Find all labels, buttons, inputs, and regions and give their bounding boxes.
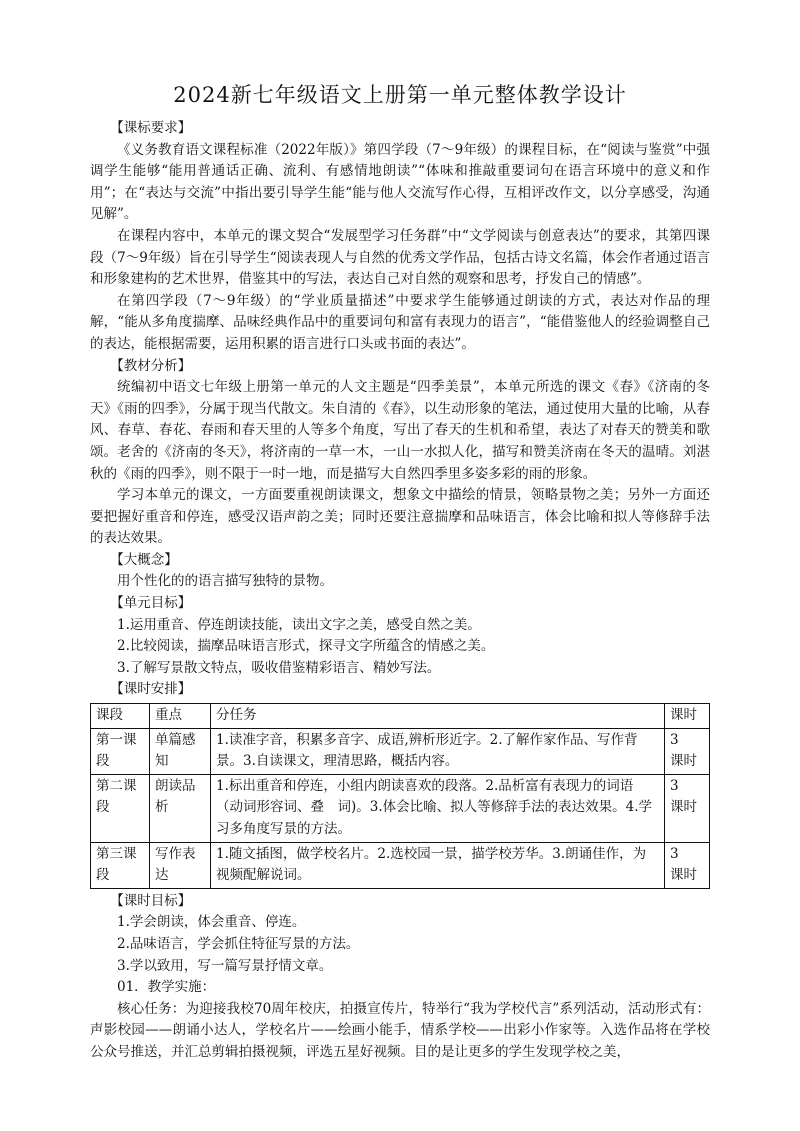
list-item: 1.运用重音、停连朗读技能，读出文字之美，感受自然之美。 [117,616,481,633]
paragraph: 用个性化的的语言描写独特的景物。 [117,573,333,590]
paragraph: 在第四学段（7～9年级）的“学业质量描述”中要求学生能够通过朗读的方式，表达对作品的理解，“能从多角度揣摩、品味经典作品中的重要词句和富有表现力的语言”，“能借鉴他人的经验调整自己的表达，能根据需要，运用积累的语言进行口头或书面的表达”。 [90,292,710,352]
table-cell: 第二课段 [91,774,150,842]
table-cell: 1.标出重音和停连，小组内朗读喜欢的段落。2.品析富有表现力的词语（动词形容词、叠 词)。3.体会比喻、拟人等修辞手法的表达效果。4.学习多角度写景的方法。 [211,774,665,842]
table-cell: 1.读准字音，积累多音字、成语,辨析形近字。2.了解作家作品、写作背景。3.自读课文，理清思路，概括内容。 [211,728,665,774]
paragraph: 统编初中语文七年级上册第一单元的人文主题是“四季美景”，本单元所选的课文《春》《济南的冬天》《雨的四季》，分属于现当代散文。朱自清的《春》，以生动形象的笔法，通过使用大量的比喻，从春风、春草、春花、春雨和春天里的人等多个角度，写出了春天的生机和希望，表达了对春天的赞美和歌颂。老舍的《济南的冬天》，将济南的一草一木，一山一水拟人化，描写和赞美济南在冬天的温晴。刘湛秋的《雨的四季》，则不限于一时一地，而是描写大自然四季里多姿多彩的雨的形象。 [90,379,710,482]
table-header-row [91,704,710,729]
list-item: 2.品味语言，学会抓住特征写景的方法。 [117,935,360,952]
table-cell: 单篇感知 [150,728,211,774]
document-page [90,80,710,1064]
paragraph: 《义务教育语文课程标准（2022年版）》第四学段（7～9年级）的课程目标，在“阅读与鉴赏”中强调学生能够“能用普通话正确、流利、有感情地朗读”“体味和推敲重要词句在语言环境中的意义和作用”；在“表达与交流”中指出要引导学生能“能与他人交流写作心得，互相评改作文，以分享感受，沟通见解”。 [90,141,710,223]
paragraph: 核心任务：为迎接我校70周年校庆，拍摄宣传片，特举行“我为学校代言”系列活动，活动形式有：声影校园——朗诵小达人，学校名片——绘画小能手，情系学校——出彩小作家等。入选作品将在学校公众号推送，并汇总剪辑拍摄视频，评选五星好视频。目的是让更多的学生发现学校之美， [90,1000,710,1060]
table-header-cell: 课段 [91,704,150,729]
section-heading-kebiao: 【课标要求】 [110,120,192,136]
table-cell: 3 课时 [665,728,710,774]
list-item: 2.比较阅读，揣摩品味语言形式，探寻文字所蕴含的情感之美。 [117,638,495,655]
document-title: 2024新七年级语文上册第一单元整体教学设计 [173,83,627,107]
section-heading-dagainian: 【大概念】 [110,551,178,568]
table-header-cell: 分任务 [211,704,665,729]
table-header-cell: 重点 [150,704,211,729]
section-heading-anpai: 【课时安排】 [110,681,192,698]
section-heading-mubiao: 【单元目标】 [110,595,192,612]
paragraph: 学习本单元的课文，一方面要重视朗读课文，想象文中描绘的情景，领略景物之美；另外一方面还要把握好重音和停连，感受汉语声韵之美；同时还要注意揣摩和品味语言，体会比喻和拟人等修辞手法的表达效果。 [90,487,710,547]
list-item: 3.了解写景散文特点，吸收借鉴精彩语言、精妙写法。 [117,659,441,676]
table-cell: 1.随文插图，做学校名片。2.选校园一景，描学校芳华。3.朗诵佳作，为视频配解说词。 [211,842,665,888]
section-heading-shishi: 01．教学实施： [117,979,216,996]
table-row [91,774,710,842]
table-header-cell: 课时 [665,704,710,729]
table-cell: 朗读品析 [150,774,211,842]
table-cell: 第一课段 [91,728,150,774]
schedule-table [90,703,710,889]
section-heading-jiaocai: 【教材分析】 [110,357,192,374]
list-item: 3.学以致用，写一篇写景抒情文章。 [117,957,333,974]
table-row [91,842,710,888]
table-cell: 3 课时 [665,842,710,888]
table-cell: 写作表达 [150,842,211,888]
table-row [91,728,710,774]
table-cell: 3 课时 [665,774,710,842]
paragraph: 在课程内容中，本单元的课文契合“发展型学习任务群”中“文学阅读与创意表达”的要求，其第四课段（7～9年级）旨在引导学生“阅读表现人与自然的优秀文学作品，包括古诗文名篇，体会作者通过语言和形象建构的艺术世界，借鉴其中的写法，表达自己对自然的观察和思考，抒发自己的情感”。 [90,227,710,288]
table-cell: 第三课段 [91,842,150,888]
list-item: 1.学会朗读，体会重音、停连。 [117,914,306,931]
section-heading-keshi: 【课时目标】 [110,892,192,909]
